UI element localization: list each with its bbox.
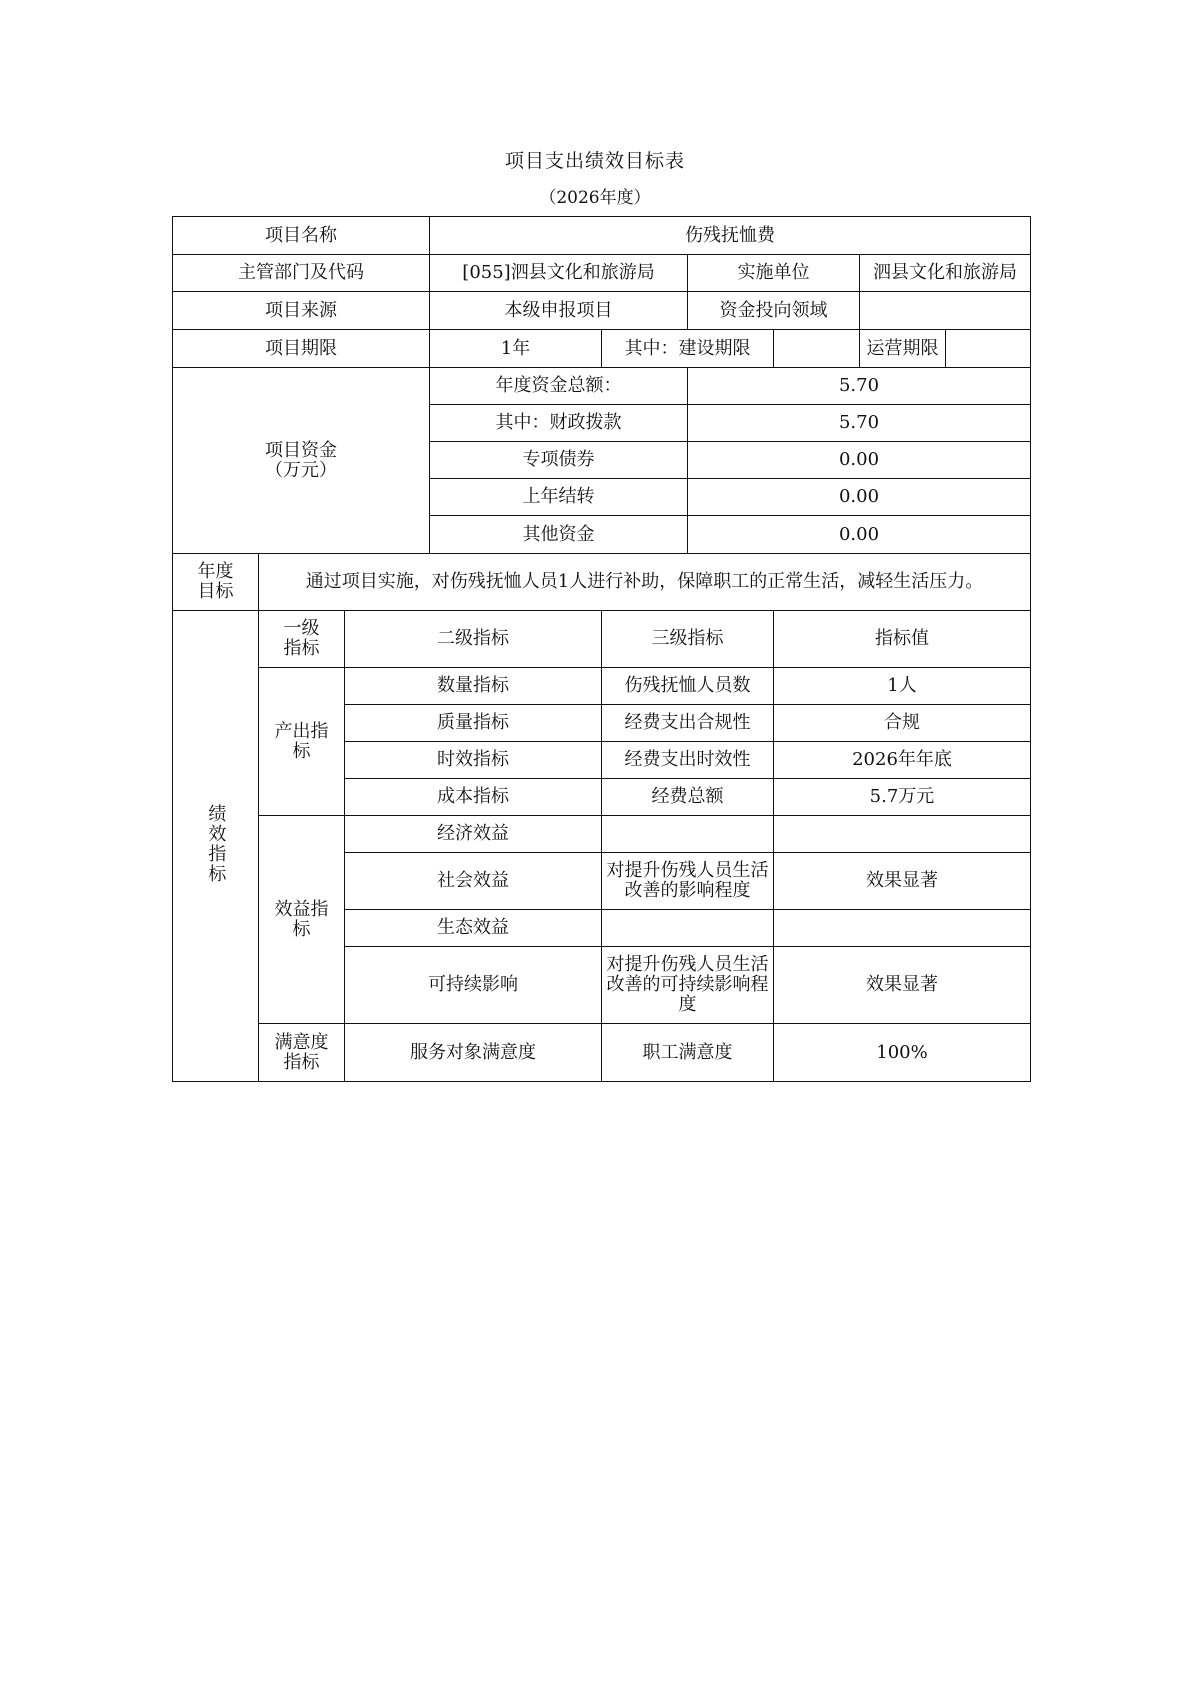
header-level3: 三级指标 (602, 611, 774, 668)
benefit-label-line2: 标 (292, 918, 311, 940)
indicator-level2: 生态效益 (345, 910, 602, 947)
output-label-line1: 产出指 (274, 720, 329, 742)
impl-unit-label: 实施单位 (688, 255, 860, 292)
benefit-label-line1: 效益指 (274, 898, 329, 920)
indicator-value: 效果显著 (774, 853, 1031, 910)
indicator-level2: 经济效益 (345, 816, 602, 853)
funds-row-label: 专项债券 (430, 442, 688, 479)
indicator-value: 效果显著 (774, 947, 1031, 1024)
fund-field-label: 资金投向领域 (688, 292, 860, 330)
indicator-level2: 质量指标 (345, 705, 602, 742)
header-level1-line2: 指标 (283, 638, 320, 659)
project-name-label: 项目名称 (173, 217, 430, 255)
annual-goal-label-line2: 目标 (197, 581, 234, 602)
indicator-level3: 职工满意度 (602, 1024, 774, 1082)
indicator-value: 100% (774, 1024, 1031, 1082)
indicators-section-label (173, 611, 259, 1082)
header-level2: 二级指标 (345, 611, 602, 668)
benefit-indicator-label (259, 816, 345, 1024)
build-period-label: 其中：建设期限 (602, 330, 774, 368)
output-indicator-label (259, 668, 345, 816)
indicator-value (774, 816, 1031, 853)
indicator-level3: 对提升伤残人员生活改善的可持续影响程度 (602, 947, 774, 1024)
funds-row-label: 上年结转 (430, 479, 688, 516)
funds-label-line2: （万元） (265, 459, 337, 481)
impl-unit-value: 泗县文化和旅游局 (860, 255, 1031, 292)
indicator-value (774, 910, 1031, 947)
funds-row-label: 其他资金 (430, 516, 688, 554)
dept-value: [055]泗县文化和旅游局 (430, 255, 688, 292)
indicator-level3: 经费支出合规性 (602, 705, 774, 742)
indicator-level2: 社会效益 (345, 853, 602, 910)
funds-row-value: 0.00 (688, 516, 1031, 554)
annual-goal-text: 通过项目实施，对伤残抚恤人员1人进行补助，保障职工的正常生活，减轻生活压力。 (259, 554, 1031, 611)
fund-field-value (860, 292, 1031, 330)
performance-target-table (172, 216, 1031, 1082)
indicator-value: 1人 (774, 668, 1031, 705)
output-label-line2: 标 (292, 740, 311, 762)
project-name-value: 伤残抚恤费 (430, 217, 1031, 255)
funds-label (173, 368, 430, 554)
indicator-level3: 经费支出时效性 (602, 742, 774, 779)
satisfaction-label-line2: 指标 (283, 1051, 320, 1073)
funds-row-label: 其中：财政拨款 (430, 405, 688, 442)
indicator-level3: 伤残抚恤人员数 (602, 668, 774, 705)
satisfaction-indicator-label (259, 1024, 345, 1082)
indicators-section-text: 绩效指标 (205, 803, 227, 884)
period-label: 项目期限 (173, 330, 430, 368)
funds-row-label: 年度资金总额： (430, 368, 688, 405)
indicator-level2: 服务对象满意度 (345, 1024, 602, 1082)
indicator-level3: 经费总额 (602, 779, 774, 816)
funds-row-value: 0.00 (688, 442, 1031, 479)
header-level1 (259, 611, 345, 668)
indicator-level3 (602, 816, 774, 853)
indicator-level3: 对提升伤残人员生活改善的影响程度 (602, 853, 774, 910)
source-value: 本级申报项目 (430, 292, 688, 330)
period-value: 1年 (430, 330, 602, 368)
indicator-level2: 数量指标 (345, 668, 602, 705)
source-label: 项目来源 (173, 292, 430, 330)
indicator-level3 (602, 910, 774, 947)
ops-period-label: 运营期限 (860, 330, 946, 368)
annual-goal-label (173, 554, 259, 611)
indicator-level2: 时效指标 (345, 742, 602, 779)
build-period-value (774, 330, 860, 368)
indicator-value: 5.7万元 (774, 779, 1031, 816)
funds-row-value: 5.70 (688, 405, 1031, 442)
funds-label-line1: 项目资金 (265, 439, 337, 461)
indicator-value: 合规 (774, 705, 1031, 742)
annual-goal-label-line1: 年度 (197, 561, 234, 583)
indicator-level2: 成本指标 (345, 779, 602, 816)
funds-row-value: 0.00 (688, 479, 1031, 516)
ops-period-value (946, 330, 1031, 368)
indicator-value: 2026年年底 (774, 742, 1031, 779)
header-value: 指标值 (774, 611, 1031, 668)
header-level1-line1: 一级 (283, 618, 320, 640)
dept-label: 主管部门及代码 (173, 255, 430, 292)
form-title: 项目支出绩效目标表 (504, 150, 685, 172)
indicator-level2: 可持续影响 (345, 947, 602, 1024)
form-year: （2026年度） (539, 188, 651, 208)
satisfaction-label-line1: 满意度 (274, 1031, 329, 1053)
funds-row-value: 5.70 (688, 368, 1031, 405)
